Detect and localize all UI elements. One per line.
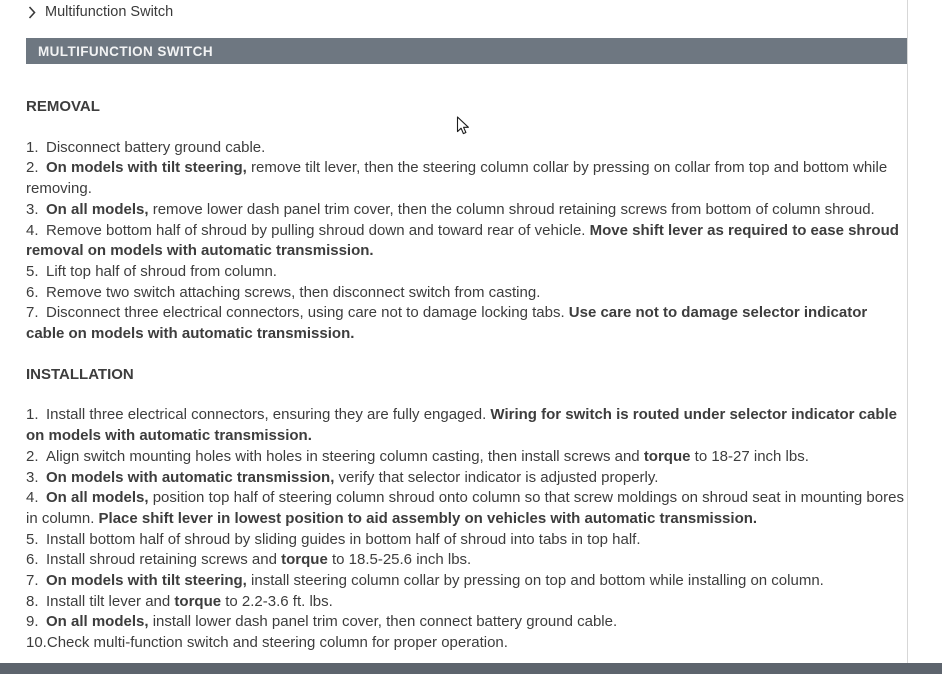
instruction-item: [26, 488, 908, 529]
item-text-bold: torque: [643, 447, 691, 465]
item-text: to 2.2-3.6 ft. lbs.: [221, 592, 333, 610]
instruction-item: [26, 571, 908, 592]
item-text: Disconnect three electrical connectors, using care not to damage locking tabs.: [46, 304, 569, 322]
item-number: 4.: [26, 489, 39, 507]
item-text: remove tilt lever, then the steering column collar by pressing on collar from top and bottom while removing.: [26, 159, 888, 198]
item-number: 8.: [26, 592, 39, 610]
section-title-bar: [26, 38, 908, 64]
item-text: install lower dash panel trim cover, then connect battery ground cable.: [148, 613, 618, 631]
item-text-bold: torque: [174, 592, 222, 610]
instruction-item: [26, 200, 908, 221]
instruction-item: [26, 138, 908, 159]
instruction-item: [26, 283, 908, 304]
instruction-item: [26, 262, 908, 283]
content-right-divider: [907, 0, 908, 663]
item-text-bold: Place shift lever in lowest position to aid assembly on vehicles with automatic transmission.: [98, 509, 758, 527]
item-number: 9.: [26, 613, 39, 631]
item-number: 2.: [26, 447, 39, 465]
instruction-item: [26, 633, 908, 654]
item-number: 3.: [26, 200, 39, 218]
item-number: 6.: [26, 551, 39, 569]
item-number: 6.: [26, 283, 39, 301]
item-text: Install shroud retaining screws and: [46, 551, 282, 569]
item-text-bold: On all models,: [46, 200, 149, 218]
section-heading: REMOVAL: [26, 98, 100, 115]
item-text-bold: Use care not to damage selector indicator cable on models with automatic transmission.: [26, 304, 868, 343]
instruction-item: [26, 468, 908, 489]
item-text-bold: Wiring for switch is routed under selector indicator cable on models with automatic transmission.: [26, 406, 898, 445]
item-number: 7.: [26, 304, 39, 322]
item-text: remove lower dash panel trim cover, then the column shroud retaining screws from bottom of column shroud.: [148, 200, 875, 218]
item-text: Lift top half of shroud from column.: [46, 262, 277, 280]
item-number: 4.: [26, 221, 39, 239]
item-text: to 18.5-25.6 inch lbs.: [327, 551, 472, 569]
item-text-bold: On models with automatic transmission,: [46, 468, 335, 486]
instruction-item: [26, 612, 908, 633]
item-text: install steering column collar by pressing on top and bottom while installing on column.: [246, 572, 824, 590]
section-heading: INSTALLATION: [26, 365, 134, 383]
breadcrumb-label: Multifunction Switch: [45, 4, 174, 20]
instruction-item: [26, 405, 908, 446]
bottom-status-bar: [0, 663, 942, 674]
item-number: 1.: [26, 138, 39, 156]
item-text-bold: On all models,: [46, 489, 149, 507]
item-text: to 18-27 inch lbs.: [690, 447, 809, 465]
item-number: 5.: [26, 530, 39, 548]
item-number: 5.: [26, 262, 39, 280]
item-text: Install bottom half of shroud by sliding guides in bottom half of shroud into tabs in top half.: [46, 530, 641, 548]
item-text: Install three electrical connectors, ensuring they are fully engaged.: [46, 406, 491, 424]
item-text-bold: torque: [281, 551, 328, 569]
item-text: Align switch mounting holes with holes in steering column casting, then install screws and: [46, 447, 644, 465]
instruction-item: [26, 447, 908, 468]
content-sections: [26, 64, 908, 654]
chevron-right-icon: [28, 6, 36, 19]
instruction-list: [26, 138, 908, 345]
item-text: Check multi-function switch and steering column for proper operation.: [46, 634, 508, 652]
item-number: 10.: [26, 634, 47, 652]
item-number: 1.: [26, 406, 39, 424]
instruction-item: [26, 550, 908, 571]
item-text: Remove two switch attaching screws, then disconnect switch from casting.: [46, 283, 541, 301]
item-text: verify that selector indicator is adjusted properly.: [334, 468, 659, 486]
item-text-bold: Move shift lever as required to ease shroud removal on models with automatic transmission.: [26, 221, 899, 260]
item-text-bold: On all models,: [46, 613, 149, 631]
instruction-item: [26, 158, 908, 199]
instruction-item: [26, 530, 908, 551]
item-number: 2.: [26, 159, 39, 177]
instruction-item: [26, 221, 908, 262]
instruction-item: [26, 303, 908, 344]
item-number: 3.: [26, 468, 39, 486]
item-number: 7.: [26, 572, 39, 590]
item-text-bold: On models with tilt steering,: [46, 572, 247, 590]
item-text-bold: On models with tilt steering,: [46, 159, 247, 177]
item-text: position top half of steering column shroud onto column so that screw moldings on shroud seat in mounting bores in column.: [26, 489, 904, 527]
instruction-item: [26, 592, 908, 613]
item-text: Install tilt lever and: [46, 592, 175, 610]
item-text: Remove bottom half of shroud by pulling shroud down and toward rear of vehicle.: [46, 221, 590, 239]
item-text: Disconnect battery ground cable.: [46, 138, 266, 156]
instruction-list: [26, 405, 908, 653]
breadcrumb[interactable]: [28, 2, 173, 22]
section-title: MULTIFUNCTION SWITCH: [38, 43, 213, 59]
